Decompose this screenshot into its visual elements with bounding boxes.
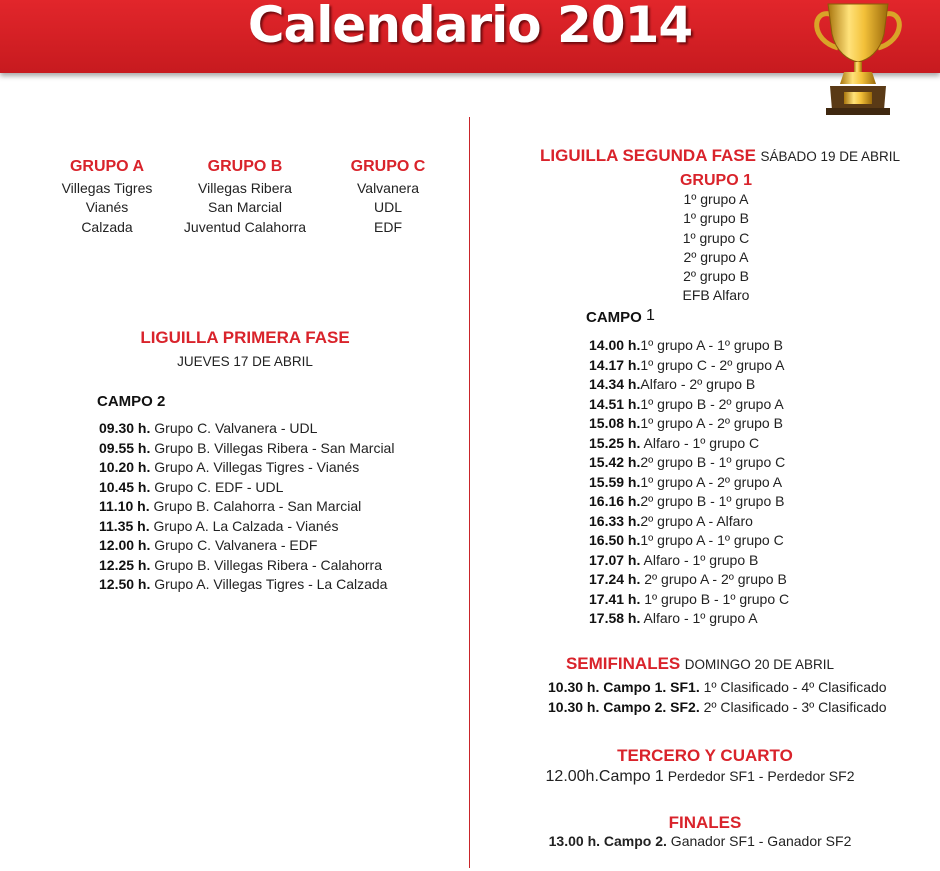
team: Calzada	[81, 218, 133, 235]
group-title: GRUPO C	[350, 158, 426, 175]
match-desc: Grupo A. La Calzada - Vianés	[153, 517, 339, 534]
group-entry: 2º grupo B	[683, 268, 749, 285]
match-desc: 1º grupo C - 2º grupo A	[640, 356, 785, 373]
match-row	[589, 356, 789, 376]
team: Valvanera	[356, 179, 419, 196]
match-time: 17.07 h.	[589, 551, 641, 568]
match-time: 12.25 h.	[99, 556, 151, 573]
match-row	[589, 375, 789, 395]
group-title: GRUPO 1	[679, 172, 752, 189]
match-row	[99, 556, 394, 576]
match-time: 14.51 h.	[589, 395, 641, 412]
primera-fase-title: LIGUILLA PRIMERA FASE	[140, 328, 350, 347]
primera-fase-matches	[99, 419, 394, 595]
match-desc: 1º Clasificado - 4º Clasificado	[699, 679, 887, 695]
match-desc: Grupo B. Villegas Ribera - Calahorra	[154, 556, 383, 573]
finales-desc: Ganador SF1 - Ganador SF2	[666, 833, 852, 849]
match-desc: Grupo B. Villegas Ribera - San Marcial	[154, 439, 395, 456]
match-desc: 2º grupo A - 2º grupo B	[640, 571, 787, 587]
primera-fase-date: JUEVES 17 DE ABRIL	[177, 354, 313, 369]
match-time: 15.42 h.	[589, 454, 641, 470]
match-desc: Alfaro - 1º grupo A	[640, 610, 758, 626]
segunda-fase-title: LIGUILLA SEGUNDA FASE	[540, 146, 756, 165]
match-row	[589, 570, 789, 590]
match-row	[589, 336, 789, 356]
match-desc: Grupo A. Villegas Tigres - Vianés	[154, 459, 360, 475]
segunda-fase-matches	[589, 336, 789, 629]
match-desc: 1º grupo A - 2º grupo B	[640, 415, 783, 431]
match-row	[99, 497, 394, 517]
match-row	[589, 453, 789, 473]
match-time: 16.33 h.	[589, 512, 641, 529]
match-time: 14.34 h.	[589, 376, 641, 392]
semifinales-title: SEMIFINALES	[565, 654, 681, 673]
group-b	[170, 157, 320, 237]
match-row	[589, 414, 789, 434]
match-desc: 2º grupo B - 1º grupo C	[640, 454, 786, 470]
match-desc: Alfaro - 2º grupo B	[640, 376, 756, 392]
match-row	[99, 575, 394, 595]
group-entry: 1º grupo B	[683, 210, 749, 227]
group-entry: 1º grupo C	[682, 229, 750, 246]
campo-label: CAMPO	[586, 309, 642, 326]
match-row	[99, 536, 394, 556]
trophy-icon	[808, 0, 908, 125]
match-desc: Grupo B. Calahorra - San Marcial	[153, 498, 362, 514]
finales-title: FINALES	[668, 813, 742, 832]
match-desc: 1º grupo B - 2º grupo A	[640, 395, 784, 412]
match-desc: Grupo C. Valvanera - EDF	[154, 537, 318, 553]
match-time: 10.45 h.	[99, 478, 151, 495]
match-row	[99, 439, 394, 459]
match-time: 17.24 h.	[589, 571, 641, 587]
match-time: 14.17 h.	[589, 356, 641, 373]
team: Villegas Tigres	[61, 179, 153, 196]
match-desc: Grupo C. Valvanera - UDL	[154, 420, 318, 436]
match-row	[99, 419, 394, 439]
tercero-match	[495, 768, 905, 786]
group-entry: 1º grupo A	[683, 191, 749, 207]
team: San Marcial	[208, 199, 282, 215]
match-time: 12.00 h.	[99, 537, 151, 553]
match-row	[99, 478, 394, 498]
match-row	[589, 551, 789, 571]
match-time: 09.30 h.	[99, 420, 151, 436]
tercero-desc: Perdedor SF1 - Perdedor SF2	[663, 768, 855, 784]
semifinales-date: DOMINGO 20 DE ABRIL	[684, 657, 835, 672]
match-time: 09.55 h.	[99, 439, 151, 456]
segunda-fase-date: SÁBADO 19 DE ABRIL	[760, 149, 900, 164]
match-time: 15.25 h.	[589, 434, 641, 451]
match-row	[99, 458, 394, 478]
group-entry: EFB Alfaro	[682, 287, 750, 304]
group-a	[32, 157, 182, 237]
match-prefix: 10.30 h. Campo 2. SF2.	[548, 698, 700, 715]
match-desc: 1º grupo A - 1º grupo C	[640, 532, 784, 548]
match-desc: 2º grupo B - 1º grupo B	[640, 493, 785, 509]
match-row	[589, 590, 789, 610]
match-time: 11.35 h.	[99, 517, 150, 534]
campo-2-label: CAMPO 2	[97, 393, 166, 410]
match-row	[589, 609, 789, 629]
campo-number: 1	[646, 307, 655, 324]
semifinales-heading	[495, 654, 905, 674]
group-entry: 2º grupo A	[683, 248, 749, 265]
match-row	[548, 698, 887, 718]
finales-prefix: 13.00 h. Campo 2.	[548, 833, 667, 849]
match-row	[548, 678, 887, 698]
team: Juventud Calahorra	[183, 218, 307, 235]
match-desc: Alfaro - 1º grupo B	[640, 551, 759, 568]
match-time: 15.08 h.	[589, 415, 641, 431]
match-row	[589, 395, 789, 415]
match-row	[99, 517, 394, 537]
team: Villegas Ribera	[198, 179, 292, 196]
segunda-fase-heading	[520, 146, 920, 166]
grupo-1	[616, 172, 816, 306]
match-row	[589, 531, 789, 551]
match-desc: 2º Clasificado - 3º Clasificado	[699, 698, 887, 715]
tercero-title: TERCERO Y CUARTO	[617, 746, 793, 765]
match-desc: Grupo A. Villegas Tigres - La Calzada	[154, 576, 388, 592]
column-divider	[469, 117, 470, 868]
finales-match	[495, 833, 905, 849]
match-time: 10.20 h.	[99, 459, 151, 475]
match-time: 15.59 h.	[589, 473, 641, 490]
match-time: 14.00 h.	[589, 337, 641, 353]
team: Vianés	[85, 199, 129, 215]
match-row	[589, 434, 789, 454]
header-banner	[0, 0, 940, 73]
match-desc: 1º grupo B - 1º grupo C	[640, 590, 790, 607]
team: UDL	[373, 199, 402, 215]
match-desc: 1º grupo A - 1º grupo B	[640, 337, 783, 353]
group-title: GRUPO A	[69, 158, 145, 175]
match-row	[589, 492, 789, 512]
match-prefix: 10.30 h. Campo 1. SF1.	[548, 679, 700, 695]
match-time: 12.50 h.	[99, 576, 151, 592]
group-title: GRUPO B	[207, 158, 283, 175]
match-desc: Grupo C. EDF - UDL	[154, 478, 284, 495]
match-row	[589, 512, 789, 532]
match-row	[589, 473, 789, 493]
match-time: 17.41 h.	[589, 590, 641, 607]
campo-1-label	[586, 307, 655, 326]
tercero-campo: Campo 1	[598, 768, 664, 785]
team: EDF	[374, 218, 402, 235]
match-time: 16.16 h.	[589, 493, 641, 509]
match-desc: 2º grupo A - Alfaro	[640, 512, 753, 529]
page-title: Calendario 2014	[247, 0, 693, 54]
match-time: 11.10 h.	[99, 498, 150, 514]
tercero-time: 12.00h.	[545, 768, 599, 785]
group-c	[313, 157, 463, 237]
match-desc: 1º grupo A - 2º grupo A	[640, 473, 783, 490]
match-time: 17.58 h.	[589, 610, 641, 626]
semifinales-matches	[548, 678, 887, 717]
match-desc: Alfaro - 1º grupo C	[640, 434, 760, 451]
match-time: 16.50 h.	[589, 532, 641, 548]
